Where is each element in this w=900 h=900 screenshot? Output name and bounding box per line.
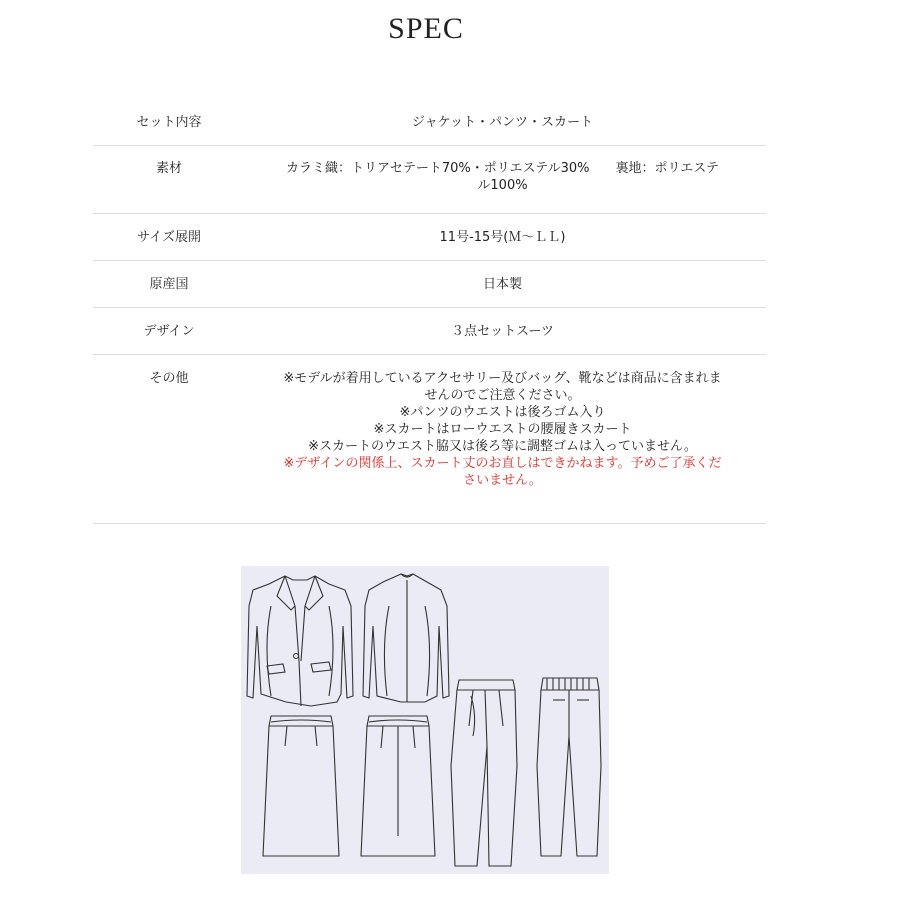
spec-row-origin xyxy=(93,261,766,308)
row-value: 日本製 xyxy=(482,277,522,292)
row-label: 原産国 xyxy=(149,277,189,292)
spec-row-design xyxy=(93,308,766,355)
row-label: 素材 xyxy=(155,161,182,176)
jacket-front-sketch xyxy=(247,576,353,706)
row-label: その他 xyxy=(149,371,189,386)
row-value: ３点セットスーツ xyxy=(451,324,554,339)
spec-row-sizes xyxy=(93,214,766,261)
note-line: ※パンツのウエストは後ろゴム入り xyxy=(399,405,606,420)
row-value: ジャケット・パンツ・スカート xyxy=(411,115,594,130)
row-value xyxy=(245,355,766,523)
skirt-back-sketch xyxy=(361,716,435,856)
skirt-front-sketch xyxy=(263,716,339,856)
note-line: ※モデルが着用しているアクセサリー及びバッグ、靴などは商品に含まれま xyxy=(283,371,722,386)
material-line-2: ル100% xyxy=(477,178,528,193)
row-value xyxy=(245,146,766,213)
garment-illustration xyxy=(241,566,609,874)
page-title: SPEC xyxy=(388,12,464,45)
spec-row-other xyxy=(93,355,766,524)
spec-row-material xyxy=(93,146,766,214)
note-line: せんのでご注意ください。 xyxy=(424,388,581,403)
row-value: 11号-15号(Ｍ～ＬＬ) xyxy=(439,230,566,245)
row-label: セット内容 xyxy=(136,115,202,130)
material-line-1: カラミ織：トリアセテート70%・ポリエステル30% 裏地：ポリエステ xyxy=(286,161,719,176)
jacket-back-sketch xyxy=(363,574,449,702)
pants-back-sketch xyxy=(537,678,601,856)
warning-line: さいません。 xyxy=(463,473,542,488)
pants-front-sketch xyxy=(451,680,517,866)
note-line: ※スカートのウエスト脇又は後ろ等に調整ゴムは入っていません。 xyxy=(308,439,697,454)
note-line: ※スカートはローウエストの腰履きスカート xyxy=(373,422,632,437)
spec-row-set-contents xyxy=(93,98,766,146)
row-label: サイズ展開 xyxy=(137,230,201,245)
garment-sketch xyxy=(241,566,609,874)
warning-line: ※デザインの関係上、スカート丈のお直しはできかねます。予めご了承くだ xyxy=(283,456,722,471)
spec-table xyxy=(93,98,766,524)
row-label: デザイン xyxy=(143,324,195,339)
